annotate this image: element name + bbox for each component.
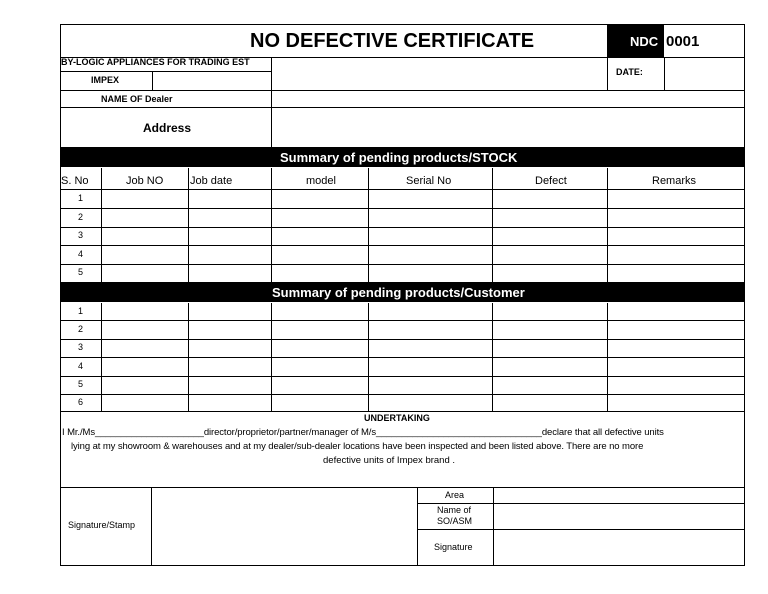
table-row[interactable]	[60, 303, 745, 320]
row-number: 4	[78, 248, 84, 259]
table-row[interactable]	[60, 357, 745, 376]
table-row[interactable]	[60, 339, 745, 357]
row-number: 1	[78, 193, 84, 203]
column-header-1: Job NO	[126, 175, 164, 187]
table-row[interactable]	[60, 227, 745, 245]
ndc-label: NDC	[630, 34, 659, 49]
column-header-5: Defect	[535, 175, 567, 187]
column-header-3: model	[306, 175, 336, 187]
column-header-6: Remarks	[652, 175, 697, 187]
brand-label: IMPEX	[91, 75, 120, 85]
row-number: 2	[78, 323, 84, 334]
table-row[interactable]	[60, 376, 745, 394]
customer-section-bar	[60, 282, 745, 302]
column-header-0: S. No	[61, 175, 89, 187]
address-field[interactable]	[272, 108, 744, 146]
table-row[interactable]	[60, 245, 745, 264]
row-number: 4	[78, 360, 84, 371]
dealer-label: NAME OF Dealer	[101, 94, 173, 104]
table-row[interactable]	[60, 208, 745, 227]
column-header-2: Job date	[190, 175, 233, 187]
name-so-label-line2: SO/ASM	[437, 516, 473, 526]
row-number: 2	[78, 211, 84, 222]
undertaking-title: UNDERTAKING	[364, 413, 430, 423]
date-label: DATE:	[616, 67, 643, 77]
row-number: 6	[78, 396, 84, 407]
stock-section-title: Summary of pending products/STOCK	[280, 150, 518, 165]
signature-label: Signature	[434, 542, 473, 552]
area-field[interactable]	[494, 488, 744, 503]
row-number: 5	[78, 379, 84, 389]
row-number: 5	[78, 267, 84, 277]
dealer-name-field[interactable]	[272, 91, 744, 107]
undertaking-line-1: I Mr./Ms_____________________director/proprietor/partner/manager of M/s________________________________declare that all defective units	[62, 427, 664, 438]
ndc-number: 0001	[666, 33, 700, 50]
so-asm-name-field[interactable]	[494, 504, 744, 529]
stock-section-bar	[60, 148, 745, 167]
name-so-label-line1: Name of	[437, 505, 472, 515]
table-row[interactable]	[60, 264, 745, 282]
date-field[interactable]	[665, 58, 744, 89]
table-row[interactable]	[60, 394, 745, 411]
column-header-4: Serial No	[406, 175, 452, 187]
table-row[interactable]	[60, 190, 745, 208]
row-number: 3	[78, 342, 84, 352]
undertaking-line-2: lying at my showroom & warehouses and at my dealer/sub-dealer locations have been inspected and been listed above. There are no more	[71, 441, 644, 452]
table-row[interactable]	[60, 320, 745, 339]
form-title: NO DEFECTIVE CERTIFICATE	[250, 30, 535, 52]
address-label: Address	[143, 121, 192, 135]
signature-stamp-label: Signature/Stamp	[68, 520, 136, 530]
area-label: Area	[445, 490, 465, 500]
row-number: 3	[78, 230, 84, 240]
customer-section-title: Summary of pending products/Customer	[272, 285, 525, 300]
row-number: 1	[78, 305, 84, 316]
signature-stamp-field[interactable]	[152, 488, 416, 565]
signature-field[interactable]	[494, 530, 744, 565]
company-name: BY-LOGIC APPLIANCES FOR TRADING EST	[61, 57, 250, 67]
undertaking-line-3: defective units of Impex brand .	[323, 455, 456, 466]
